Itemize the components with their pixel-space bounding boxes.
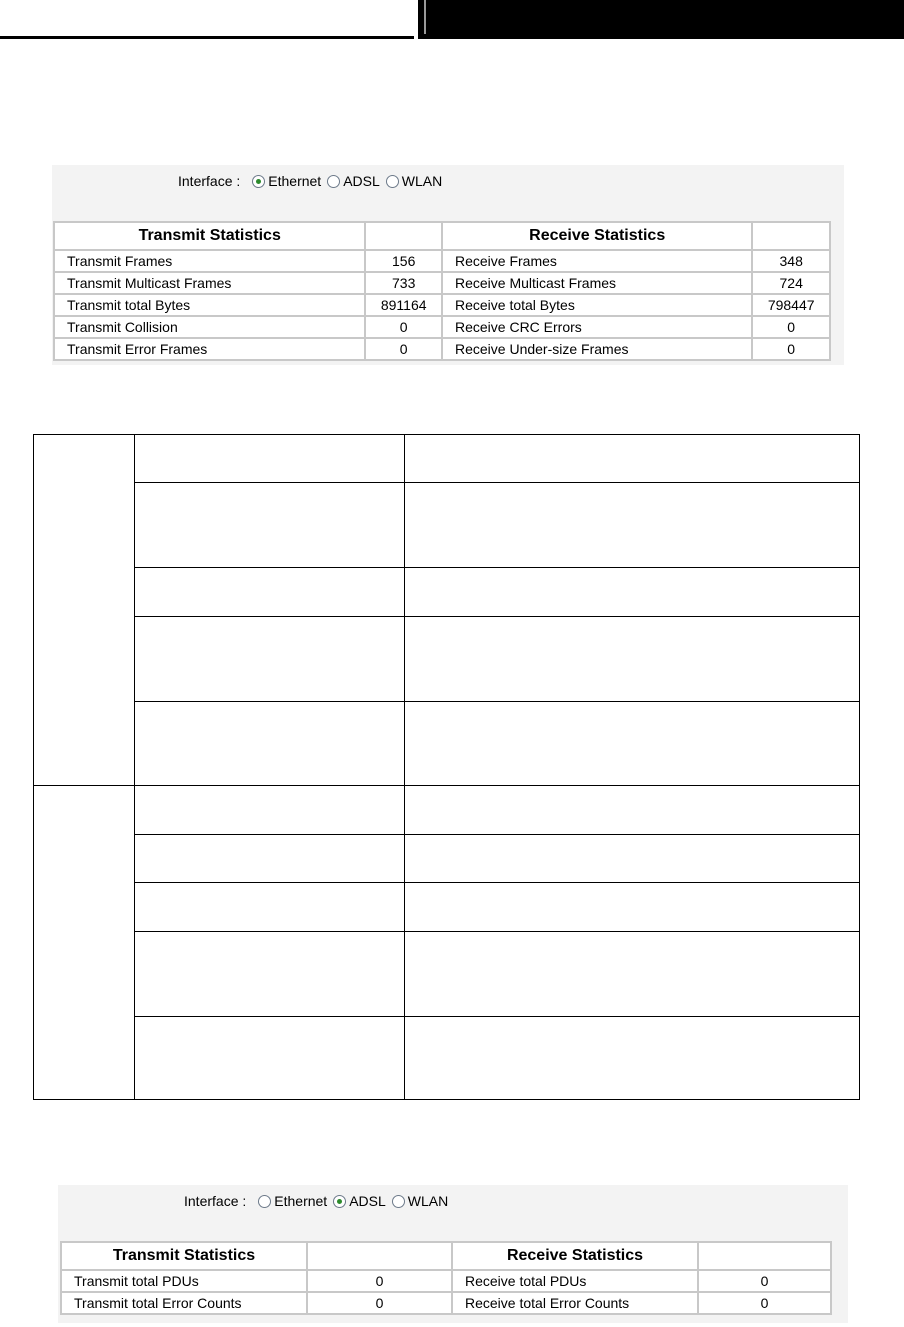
description-table bbox=[33, 434, 860, 1100]
table-row bbox=[34, 932, 860, 1017]
radio-adsl[interactable]: ADSL bbox=[333, 1193, 386, 1209]
radio-empty-icon bbox=[386, 175, 399, 188]
header-black-bar bbox=[418, 0, 904, 39]
table-row bbox=[34, 617, 860, 702]
transmit-header: Transmit Statistics bbox=[55, 223, 364, 249]
table-row: Transmit Error Frames 0 Receive Under-size Frames 0 bbox=[55, 339, 829, 359]
adsl-interface-selector bbox=[184, 1193, 454, 1209]
table-row bbox=[34, 1017, 860, 1100]
ethernet-stats-table bbox=[53, 221, 831, 361]
adsl-stats-table bbox=[60, 1241, 832, 1315]
table-row: Transmit Frames 156 Receive Frames 348 bbox=[55, 251, 829, 271]
transmit-header: Transmit Statistics bbox=[62, 1243, 306, 1269]
radio-wlan[interactable]: WLAN bbox=[392, 1193, 448, 1209]
table-header-row bbox=[62, 1243, 830, 1269]
interface-label: Interface : bbox=[178, 173, 241, 189]
header-rule bbox=[0, 0, 414, 39]
group-cell bbox=[34, 786, 135, 1100]
table-row bbox=[34, 568, 860, 617]
table-row bbox=[34, 786, 860, 835]
radio-empty-icon bbox=[392, 1195, 405, 1208]
interface-label: Interface : bbox=[184, 1193, 247, 1209]
receive-header: Receive Statistics bbox=[443, 223, 751, 249]
table-row: Transmit total Error Counts 0 Receive total Error Counts 0 bbox=[62, 1293, 830, 1313]
radio-ethernet[interactable]: Ethernet bbox=[258, 1193, 327, 1209]
radio-selected-icon bbox=[333, 1195, 346, 1208]
table-header-row bbox=[55, 223, 829, 249]
table-row: Transmit total PDUs 0 Receive total PDUs 0 bbox=[62, 1271, 830, 1291]
radio-selected-icon bbox=[252, 175, 265, 188]
table-row: Transmit Multicast Frames 733 Receive Multicast Frames 724 bbox=[55, 273, 829, 293]
table-row bbox=[34, 483, 860, 568]
radio-empty-icon bbox=[258, 1195, 271, 1208]
table-row bbox=[34, 702, 860, 786]
radio-wlan[interactable]: WLAN bbox=[386, 173, 442, 189]
receive-header: Receive Statistics bbox=[453, 1243, 697, 1269]
radio-adsl[interactable]: ADSL bbox=[327, 173, 380, 189]
table-row bbox=[34, 883, 860, 932]
radio-empty-icon bbox=[327, 175, 340, 188]
ethernet-interface-selector bbox=[178, 173, 448, 189]
radio-ethernet[interactable]: Ethernet bbox=[252, 173, 321, 189]
table-row bbox=[34, 835, 860, 883]
table-row: Transmit Collision 0 Receive CRC Errors 0 bbox=[55, 317, 829, 337]
table-row: Transmit total Bytes 891164 Receive total Bytes 798447 bbox=[55, 295, 829, 315]
group-cell bbox=[34, 435, 135, 786]
table-row bbox=[34, 435, 860, 483]
